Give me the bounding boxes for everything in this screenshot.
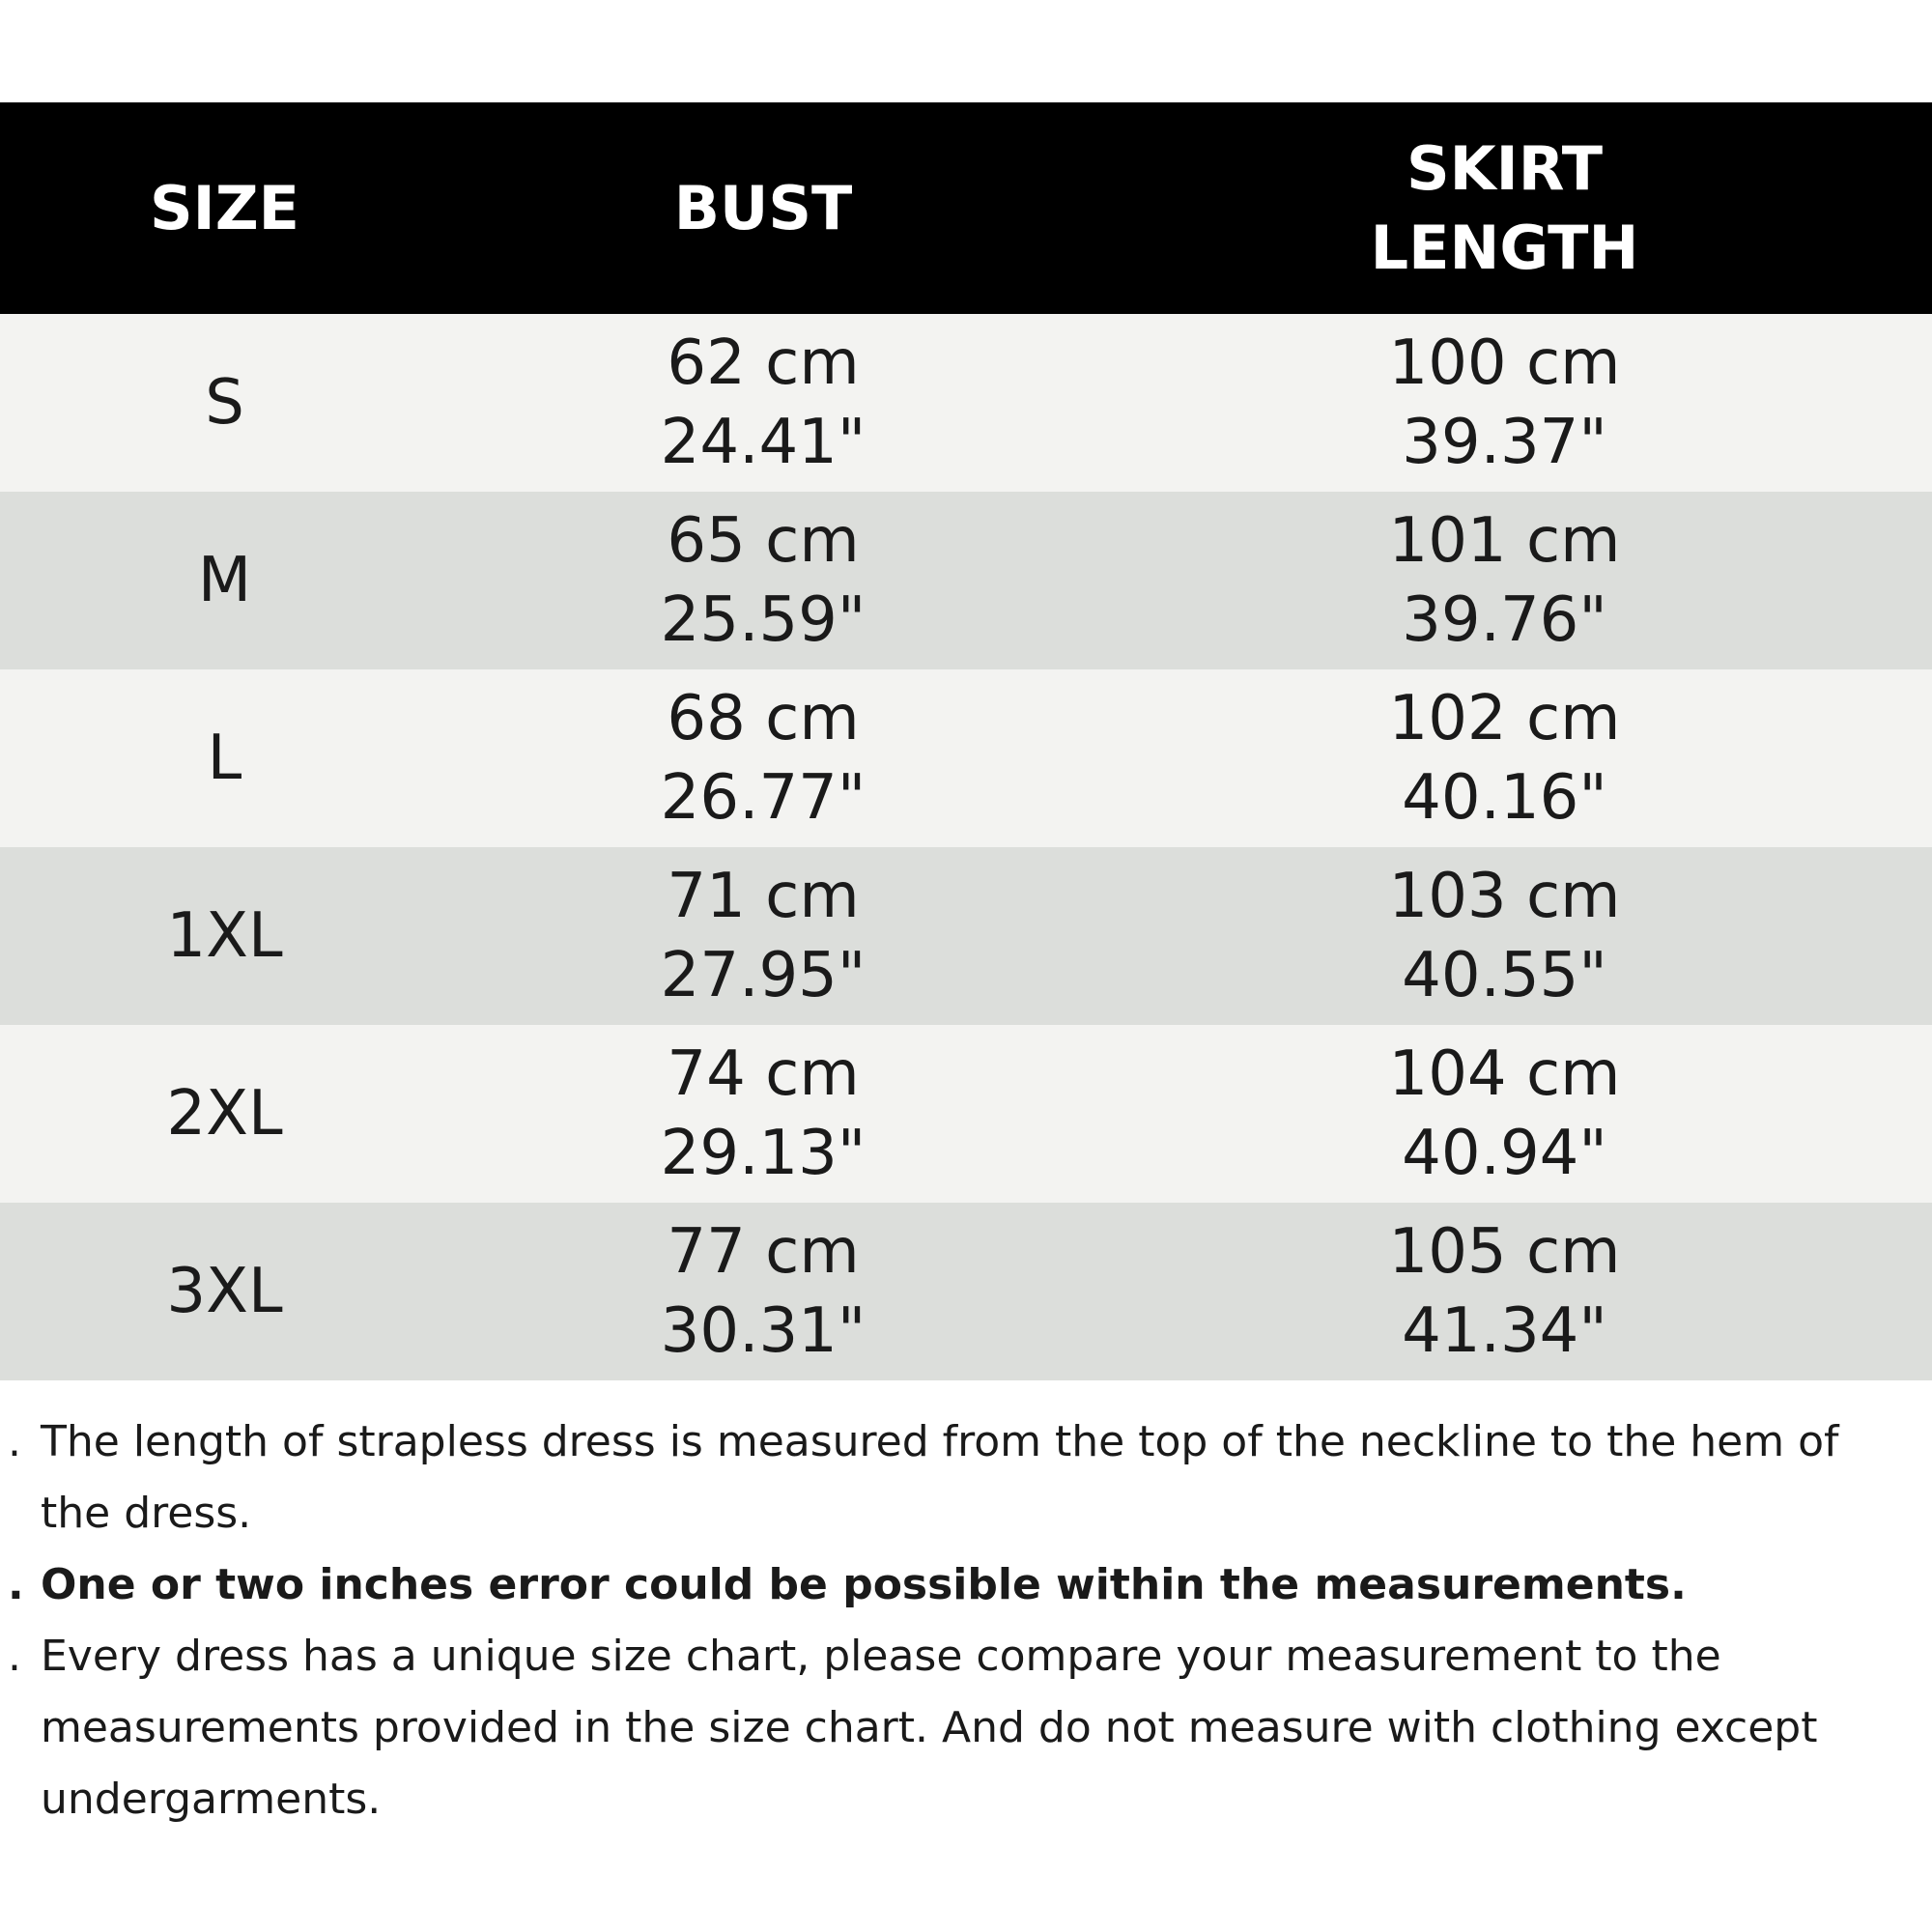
skirt-cm: 101 cm bbox=[1388, 505, 1621, 577]
size-cell: M bbox=[197, 545, 252, 616]
header-row bbox=[0, 102, 1932, 314]
bust-cm: 74 cm bbox=[667, 1038, 860, 1110]
skirt-cell bbox=[1077, 1025, 1932, 1203]
bust-cell bbox=[449, 314, 1077, 492]
note-compare-measurements bbox=[0, 1621, 1932, 1835]
note-error-margin bbox=[0, 1549, 1932, 1621]
bust-cell bbox=[449, 669, 1077, 847]
skirt-in: 40.55" bbox=[1402, 940, 1607, 1011]
table-row bbox=[0, 1203, 1932, 1380]
table-row bbox=[0, 847, 1932, 1025]
bullet-dot: . bbox=[8, 1560, 24, 1609]
header-skirt-line2: LENGTH bbox=[1370, 212, 1639, 283]
header-skirt-length bbox=[1077, 102, 1932, 314]
size-cell: S bbox=[205, 367, 244, 439]
size-cell: 3XL bbox=[166, 1256, 283, 1327]
bust-cell bbox=[449, 492, 1077, 669]
size-cell: 1XL bbox=[166, 900, 283, 972]
skirt-in: 41.34" bbox=[1402, 1295, 1607, 1367]
skirt-cm: 102 cm bbox=[1388, 683, 1621, 754]
bust-cm: 77 cm bbox=[667, 1216, 860, 1288]
skirt-cell bbox=[1077, 847, 1932, 1025]
note-measuring-method bbox=[0, 1406, 1932, 1549]
header-size: SIZE bbox=[149, 172, 300, 243]
note-text: The length of strapless dress is measured from the top of the neckline to the hem of the dress. bbox=[41, 1417, 1839, 1538]
table-body bbox=[0, 314, 1932, 1380]
header-bust: BUST bbox=[673, 172, 853, 243]
table-row bbox=[0, 1025, 1932, 1203]
bust-cm: 71 cm bbox=[667, 861, 860, 932]
table-row bbox=[0, 492, 1932, 669]
note-text: Every dress has a unique size chart, please compare your measurement to the measurements provided in the size chart. And do not measure with clothing except undergarments. bbox=[41, 1632, 1818, 1824]
bust-in: 26.77" bbox=[660, 762, 867, 834]
skirt-in: 40.16" bbox=[1402, 762, 1607, 834]
skirt-cm: 104 cm bbox=[1388, 1038, 1621, 1110]
table-header bbox=[0, 102, 1932, 314]
bust-cell bbox=[449, 1025, 1077, 1203]
skirt-cm: 100 cm bbox=[1388, 327, 1621, 399]
bust-in: 25.59" bbox=[660, 584, 867, 656]
skirt-in: 40.94" bbox=[1402, 1118, 1607, 1189]
size-cell: L bbox=[207, 723, 242, 794]
header-skirt-line1: SKIRT bbox=[1406, 132, 1603, 204]
bust-cm: 62 cm bbox=[667, 327, 860, 399]
skirt-in: 39.76" bbox=[1402, 584, 1607, 656]
bust-cell bbox=[449, 1203, 1077, 1380]
skirt-in: 39.37" bbox=[1402, 407, 1607, 478]
bust-cell bbox=[449, 847, 1077, 1025]
table-row bbox=[0, 669, 1932, 847]
skirt-cm: 103 cm bbox=[1388, 861, 1621, 932]
bust-cm: 65 cm bbox=[667, 505, 860, 577]
bust-in: 29.13" bbox=[660, 1118, 867, 1189]
skirt-cell bbox=[1077, 314, 1932, 492]
bust-in: 27.95" bbox=[660, 940, 867, 1011]
size-chart-table bbox=[0, 102, 1932, 1380]
table-row bbox=[0, 314, 1932, 492]
skirt-cell bbox=[1077, 669, 1932, 847]
bust-in: 24.41" bbox=[660, 407, 867, 478]
skirt-cm: 105 cm bbox=[1388, 1216, 1621, 1288]
bust-in: 30.31" bbox=[660, 1295, 867, 1367]
measurement-notes bbox=[0, 1406, 1932, 1835]
skirt-cell bbox=[1077, 492, 1932, 669]
bullet-dot: . bbox=[8, 1417, 21, 1466]
skirt-cell bbox=[1077, 1203, 1932, 1380]
bullet-dot: . bbox=[8, 1632, 21, 1681]
size-cell: 2XL bbox=[166, 1078, 283, 1150]
bust-cm: 68 cm bbox=[667, 683, 860, 754]
note-text: One or two inches error could be possible within the measurements. bbox=[41, 1560, 1687, 1609]
